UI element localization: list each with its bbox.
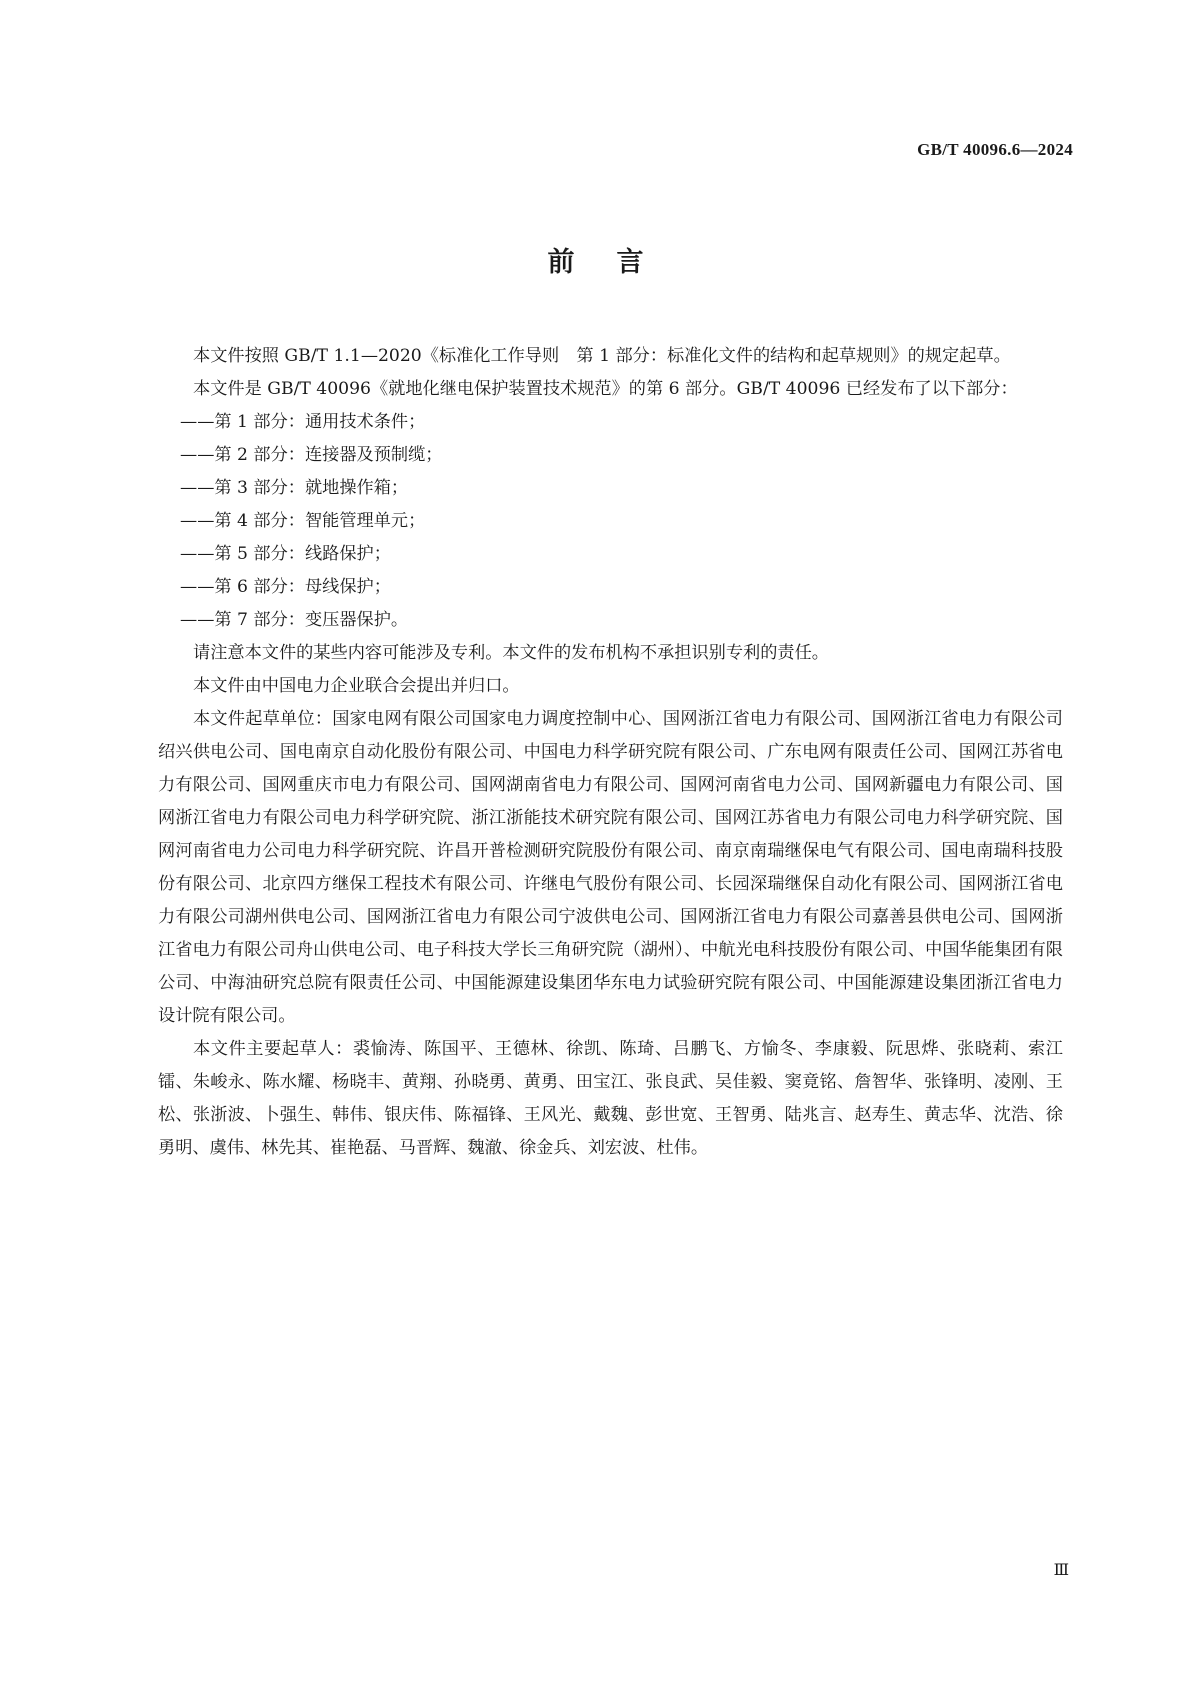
list-item: ——第 5 部分：线路保护；: [180, 544, 391, 564]
list-item: ——第 7 部分：变压器保护。: [180, 610, 409, 630]
paragraph-drafting-units: 本文件起草单位：国家电网有限公司国家电力调度控制中心、国网浙江省电力有限公司、国网浙江省电力有限公司绍兴供电公司、国电南京自动化股份有限公司、中国电力科学研究院有限公司、广东电网有限责任公司、国网江苏省电力有限公司、国网重庆市电力有限公司、国网湖南省电力有限公司、国网河南省电力公司、国网新疆电力有限公司、国网浙江省电力有限公司电力科学研究院、浙江浙能技术研究院有限公司、国网江苏省电力有限公司电力科学研究院、国网河南省电力公司电力科学研究院、许昌开普检测研究院股份有限公司、南京南瑞继保电气有限公司、国电南瑞科技股份有限公司、北京四方继保工程技术有限公司、许继电气股份有限公司、长园深瑞继保自动化有限公司、国网浙江省电力有限公司湖州供电公司、国网浙江省电力有限公司宁波供电公司、国网浙江省电力有限公司嘉善县供电公司、国网浙江省电力有限公司舟山供电公司、电子科技大学长三角研究院（湖州）、中航光电科技股份有限公司、中国华能集团有限公司、中海油研究总院有限责任公司、中国能源建设集团华东电力试验研究院有限公司、中国能源建设集团浙江省电力设计院有限公司。: [158, 709, 1063, 1026]
page-number: Ⅲ: [1053, 1562, 1069, 1579]
parts-list: [158, 406, 1063, 637]
paragraph-drafters: 本文件主要起草人：裘愉涛、陈国平、王德林、徐凯、陈琦、吕鹏飞、方愉冬、李康毅、阮思烨、张晓莉、索江镭、朱峻永、陈水耀、杨晓丰、黄翔、孙晓勇、黄勇、田宝江、张良武、吴佳毅、窦竟铭、詹智华、张锋明、凌刚、王松、张浙波、卜强生、韩伟、银庆伟、陈福锋、王风光、戴魏、彭世宽、王智勇、陆兆言、赵寿生、黄志华、沈浩、徐勇明、虞伟、林先其、崔艳磊、马晋辉、魏澈、徐金兵、刘宏波、杜伟。: [158, 1039, 1063, 1158]
paragraph-drafting-rules: 本文件按照 GB/T 1.1—2020《标准化工作导则 第 1 部分：标准化文件的结构和起草规则》的规定起草。: [193, 346, 1011, 366]
paragraph-proposer: 本文件由中国电力企业联合会提出并归口。: [193, 676, 520, 696]
list-item: ——第 2 部分：连接器及预制缆；: [180, 445, 443, 465]
document-body: [158, 340, 1063, 1165]
list-item: ——第 1 部分：通用技术条件；: [180, 412, 426, 432]
list-item: ——第 3 部分：就地操作箱；: [180, 478, 409, 498]
standard-code: GB/T 40096.6—2024: [917, 140, 1073, 159]
page-title: 前言: [547, 247, 686, 278]
paragraph-series-parts: 本文件是 GB/T 40096《就地化继电保护装置技术规范》的第 6 部分。GB/T 40096 已经发布了以下部分：: [193, 379, 1018, 399]
list-item: ——第 6 部分：母线保护；: [180, 577, 391, 597]
paragraph-patent-notice: 请注意本文件的某些内容可能涉及专利。本文件的发布机构不承担识别专利的责任。: [193, 643, 829, 663]
list-item: ——第 4 部分：智能管理单元；: [180, 511, 426, 531]
